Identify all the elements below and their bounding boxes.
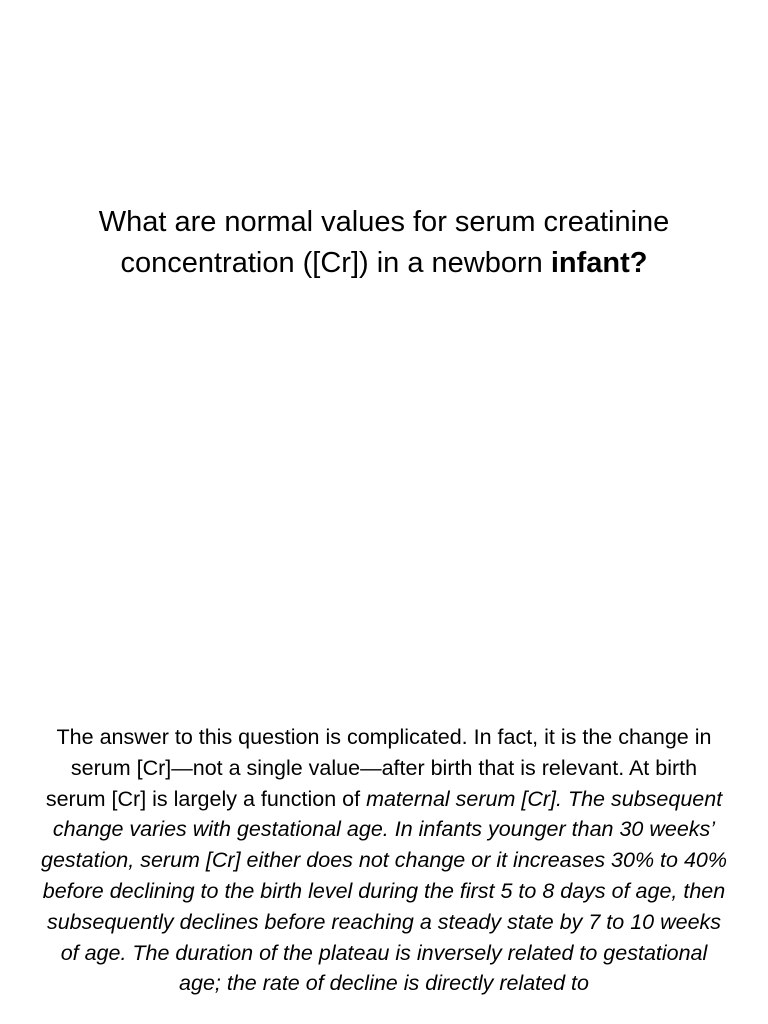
- question-emphasis: infant?: [550, 247, 648, 279]
- answer-text: The answer to this question is complicated. In fact, it is the change in serum [Cr]—not a single value—after birth that is relevant. At birth serum [Cr] is largely a function of: [45, 725, 712, 811]
- question-text: What are normal values for serum creatinine concentration ([Cr]) in a newborn: [98, 206, 670, 279]
- question-heading: [40, 202, 728, 284]
- answer-paragraph: [40, 722, 728, 999]
- answer-italic-text: maternal serum [Cr]. The subsequent change varies with gestational age. In infants younger than 30 weeks’ gestation, serum [Cr] either does not change or it increases 30% to 40% before declining to the birth level during the first 5 to 8 days of age, then subsequently declines before reaching a steady state by 7 to 10 weeks of age. The duration of the plateau is inversely related to gestational age; the rate of decline is directly related to: [41, 786, 727, 996]
